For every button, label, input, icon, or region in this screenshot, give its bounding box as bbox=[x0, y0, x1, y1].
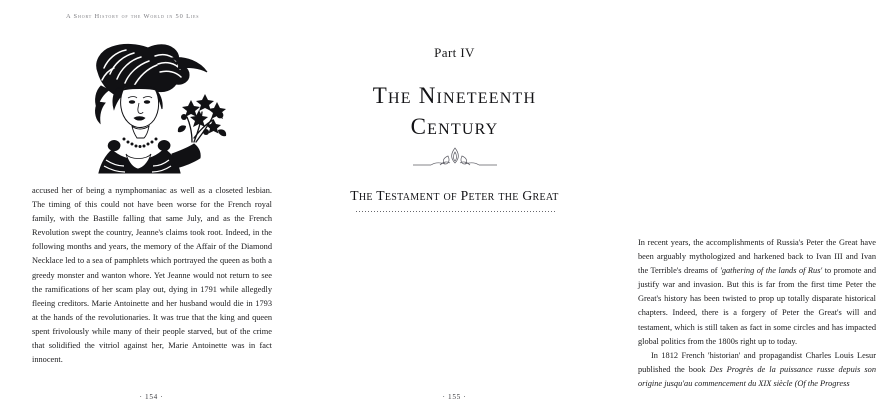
paragraph bbox=[638, 349, 876, 391]
right-page-body bbox=[638, 236, 876, 391]
part-title-line-2: Century bbox=[410, 114, 499, 139]
part-label: Part IV bbox=[434, 45, 475, 60]
paragraph-2-book-title: Des Progrès de la puissance russe depuis son origine jusqu'au commencement du XIX siècle (Of the Progress bbox=[638, 364, 876, 388]
left-page-body bbox=[32, 184, 272, 367]
left-page bbox=[0, 0, 303, 417]
paragraph-2-text-a: In 1812 French 'historian' and propagandist Charles Louis Lesur published the book bbox=[638, 350, 876, 374]
running-head: A Short History of the World in 50 Lies bbox=[66, 13, 200, 20]
right-page bbox=[303, 0, 876, 417]
leaf-fleuron-ornament bbox=[303, 146, 606, 173]
dotted-rule-divider bbox=[355, 209, 555, 212]
paragraph bbox=[638, 236, 876, 349]
marie-antoinette-engraving-illustration bbox=[68, 38, 238, 173]
part-title-line-1: The Nineteenth bbox=[372, 83, 537, 108]
folio-right: · 155 · bbox=[442, 393, 467, 401]
paragraph-1-text-b: to promote and justify war and invasion. But this is far from the first time Peter the Great's history has been twisted to prop up totally disparate historical chapters. Indeed, there is a forgery of Peter the Great's will and testament, which is still taken as fact in some circles and has impacted global politics from the 1800s right up to today. bbox=[638, 266, 876, 346]
folio-left: · 154 · bbox=[139, 393, 164, 401]
part-title bbox=[303, 80, 606, 142]
paragraph-1-italic-phrase: 'gathering of the lands of Rus' bbox=[720, 266, 823, 276]
paragraph-1-text-a: In recent years, the accomplishments of Russia's Peter the Great have been arguably mythologized and harkened back to Ivan III and Ivan the Terrible's dreams of bbox=[638, 238, 876, 276]
chapter-title: The Testament of Peter the Great bbox=[350, 188, 559, 203]
paragraph: accused her of being a nymphomaniac as well as a closeted lesbian. The timing of this could not have been worse for the French royal family, with the Bastille falling that same July, and as the French Revolution swept the country, Jeanne's claims took root. Indeed, in the following months and years, the memory of the Affair of the Diamond Necklace led to a sea of pamphlets which portrayed the queen as both a greedy monster and wanton whore. Yet Jeanne would not return to see the ramifications of her scam play out, dying in 1791 while allegedly fleeing creditors. Marie Antoinette and her husband would die in 1793 at the hands of the revolutionaries. It was true that the king and queen spent frivolously while many of their people starved, but of the crime that solidified the vitriol against her, Marie Antoinette was in fact innocent. bbox=[32, 186, 272, 365]
